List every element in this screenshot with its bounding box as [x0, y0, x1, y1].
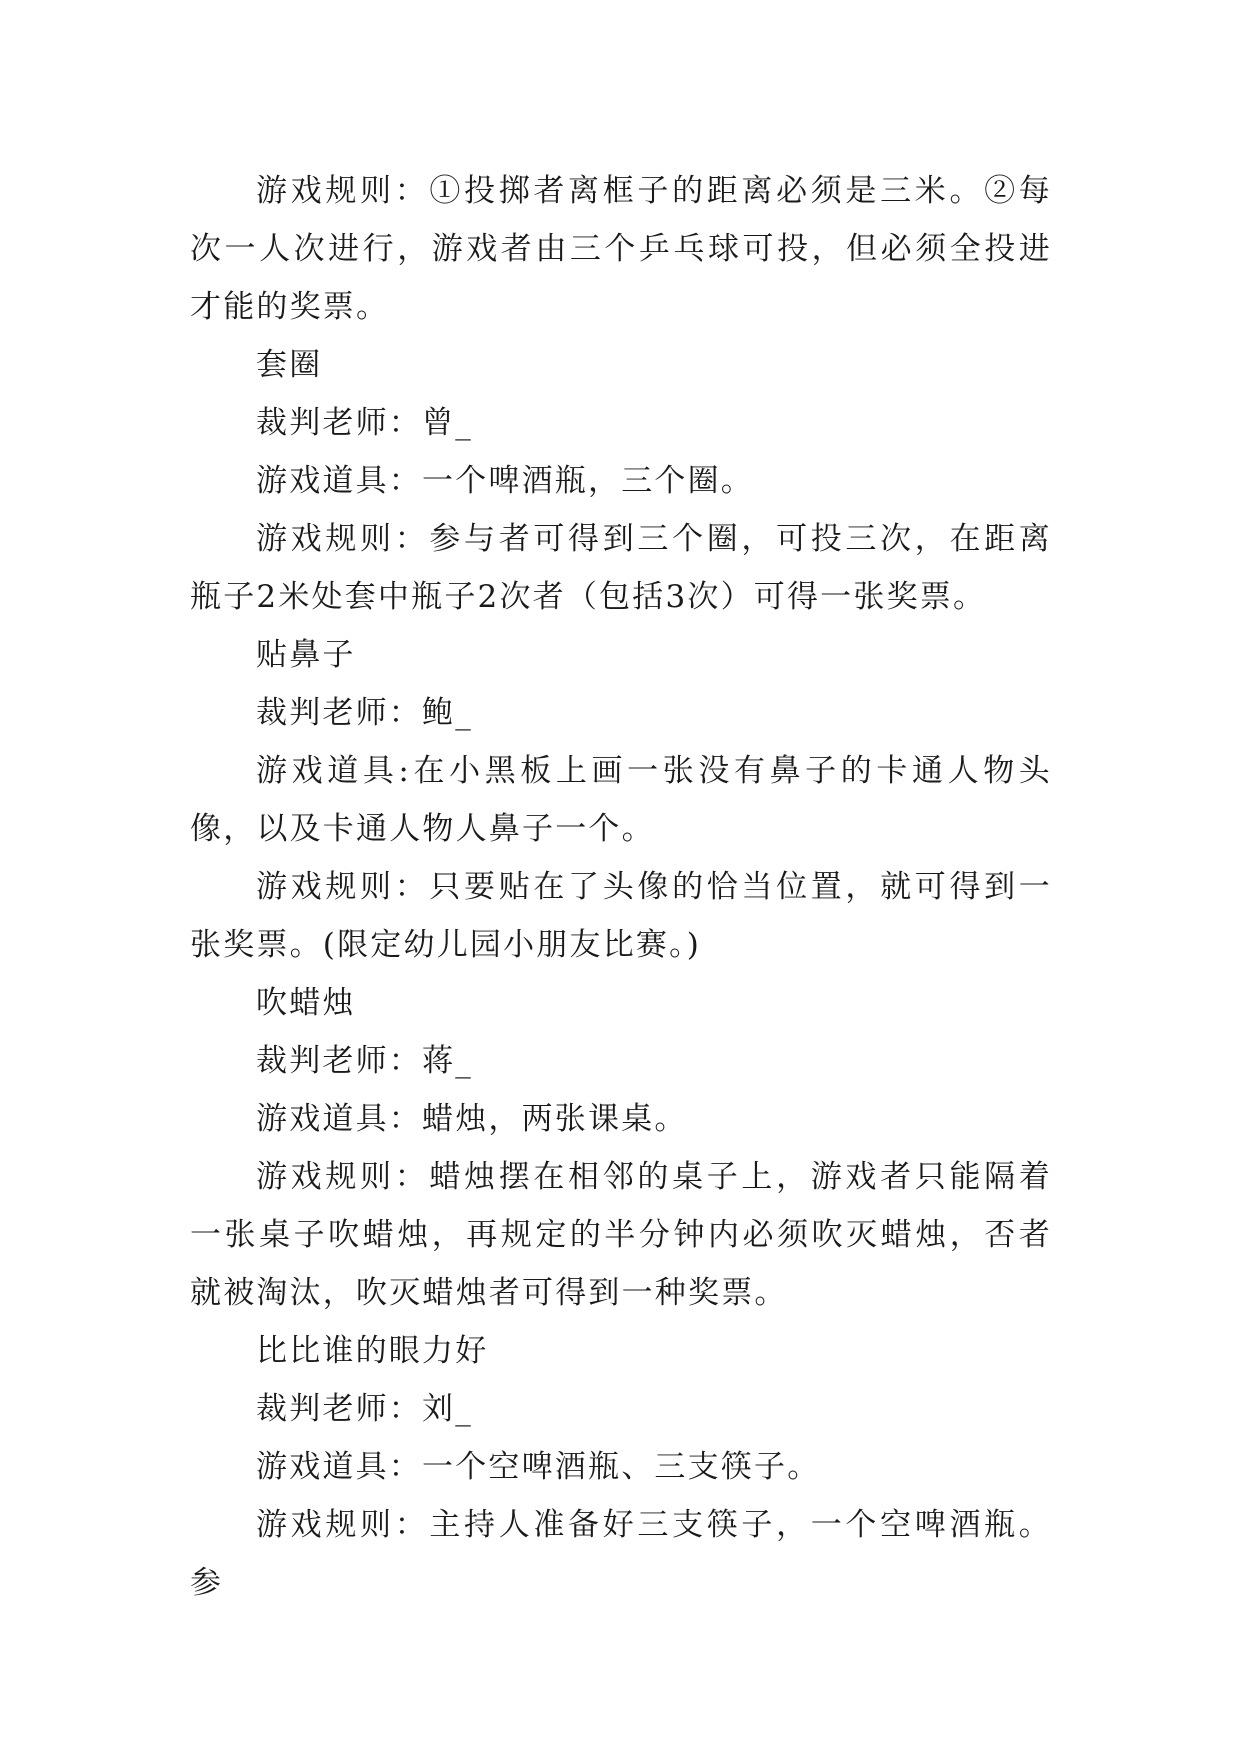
- paragraph-props-eyesight: 游戏道具：一个空啤酒瓶、三支筷子。: [256, 1449, 821, 1485]
- paragraph-props-blow-candle: 游戏道具：蜡烛，两张课桌。: [256, 1101, 688, 1137]
- paragraph-rules-blow-candle: 游戏规则：蜡烛摆在相邻的桌子上，游戏者只能隔着一张桌子吹蜡烛，再规定的半分钟内必须吹灭蜡烛，否者就被淘汰，吹灭蜡烛者可得到一种奖票。: [190, 1159, 1052, 1311]
- paragraph-referee-eyesight: 裁判老师：刘_: [256, 1391, 473, 1427]
- paragraph-referee-blow-candle: 裁判老师：蒋_: [256, 1043, 473, 1079]
- paragraph-referee-ring-toss: 裁判老师：曾_: [256, 405, 473, 441]
- heading-blow-candle: 吹蜡烛: [256, 985, 356, 1021]
- paragraph-props-stick-nose: 游戏道具:在小黑板上画一张没有鼻子的卡通人物头像，以及卡通人物人鼻子一个。: [190, 753, 1052, 847]
- paragraph-rules-ring-toss: 游戏规则：参与者可得到三个圈，可投三次，在距离瓶子2米处套中瓶子2次者（包括3次）可得一张奖票。: [190, 521, 1052, 615]
- paragraph-referee-stick-nose: 裁判老师：鲍_: [256, 695, 473, 731]
- paragraph-props-ring-toss: 游戏道具：一个啤酒瓶，三个圈。: [256, 463, 754, 499]
- document-body: [190, 162, 1052, 1612]
- paragraph-rules-ping-pong: 游戏规则：①投掷者离框子的距离必须是三米。②每次一人次进行，游戏者由三个乒乓球可投，但必须全投进才能的奖票。: [190, 173, 1052, 325]
- heading-stick-nose: 贴鼻子: [256, 637, 356, 673]
- heading-eyesight-contest: 比比谁的眼力好: [256, 1333, 489, 1369]
- paragraph-rules-stick-nose: 游戏规则：只要贴在了头像的恰当位置，就可得到一张奖票。(限定幼儿园小朋友比赛。): [190, 869, 1052, 963]
- heading-ring-toss: 套圈: [256, 347, 323, 383]
- paragraph-rules-eyesight: 游戏规则：主持人准备好三支筷子，一个空啤酒瓶。参: [190, 1507, 1052, 1601]
